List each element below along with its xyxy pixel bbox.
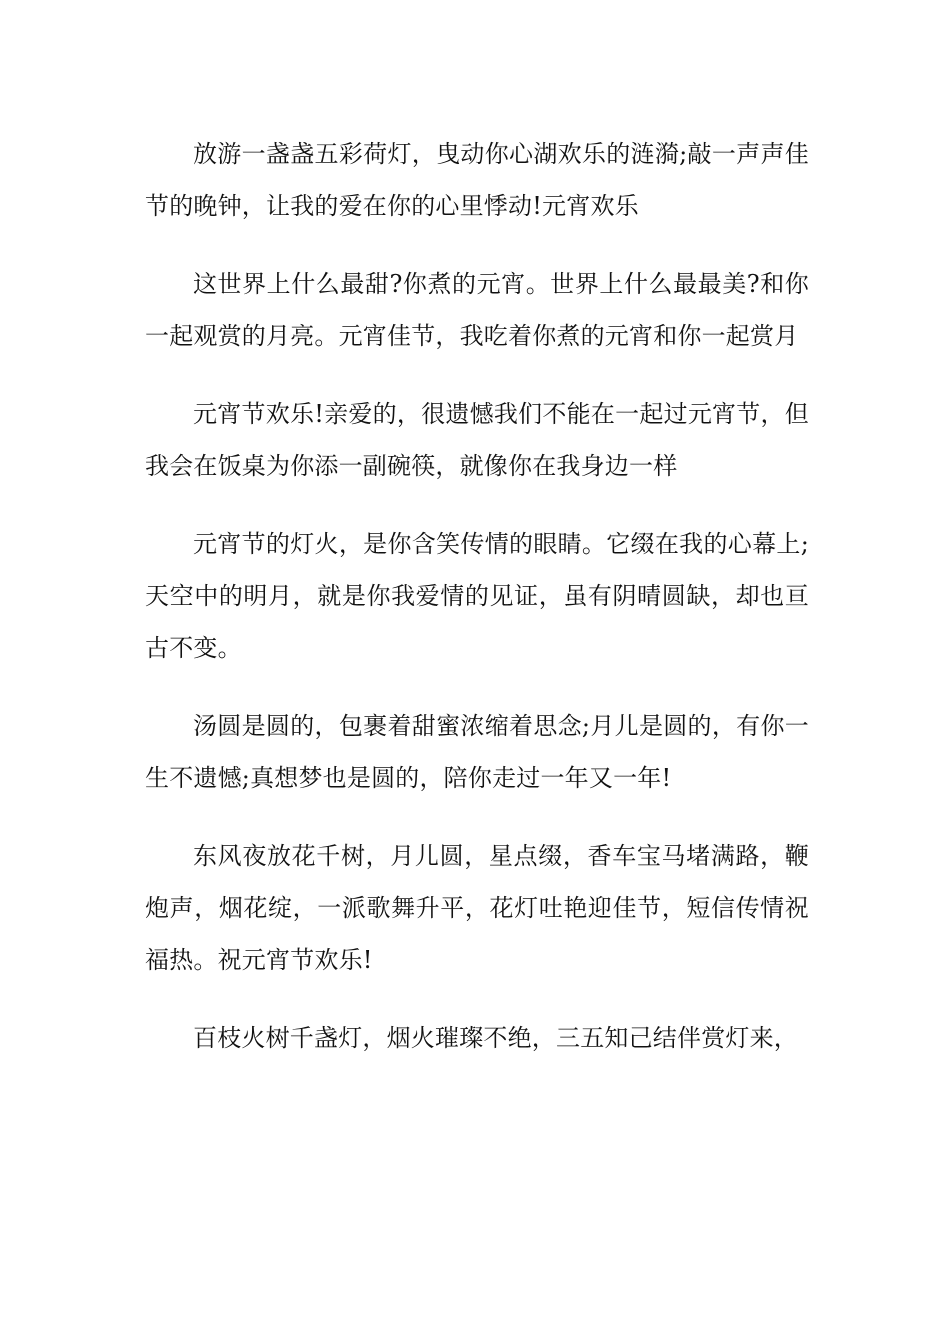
paragraph-text: 百枝火树千盏灯，烟火璀璨不绝，三五知己结伴赏灯来， — [193, 1024, 798, 1052]
document-body — [145, 128, 809, 1064]
paragraph-3 — [145, 388, 809, 492]
paragraph-text: 这世界上什么最甜?你煮的元宵。世界上什么最最美?和你一起观赏的月亮。元宵佳节，我吃着你煮的元宵和你一起赏月 — [145, 270, 809, 350]
paragraph-text: 元宵节欢乐!亲爱的，很遗憾我们不能在一起过元宵节，但我会在饭桌为你添一副碗筷，就像你在我身边一样 — [145, 400, 809, 480]
paragraph-text: 汤圆是圆的，包裹着甜蜜浓缩着思念;月儿是圆的，有你一生不遗憾;真想梦也是圆的，陪你走过一年又一年! — [145, 712, 809, 792]
paragraph-text: 东风夜放花千树，月儿圆，星点缀，香车宝马堵满路，鞭炮声，烟花绽，一派歌舞升平，花灯吐艳迎佳节，短信传情祝福热。祝元宵节欢乐! — [145, 842, 809, 974]
paragraph-4 — [145, 518, 809, 674]
paragraph-2 — [145, 258, 809, 362]
paragraph-text: 元宵节的灯火，是你含笑传情的眼睛。它缀在我的心幕上;天空中的明月，就是你我爱情的见证，虽有阴晴圆缺，却也亘古不变。 — [145, 530, 809, 662]
paragraph-5 — [145, 700, 809, 804]
paragraph-1 — [145, 128, 809, 232]
paragraph-7 — [145, 1012, 809, 1064]
paragraph-6 — [145, 830, 809, 986]
paragraph-text: 放游一盏盏五彩荷灯，曳动你心湖欢乐的涟漪;敲一声声佳节的晚钟，让我的爱在你的心里悸动!元宵欢乐 — [145, 140, 809, 220]
